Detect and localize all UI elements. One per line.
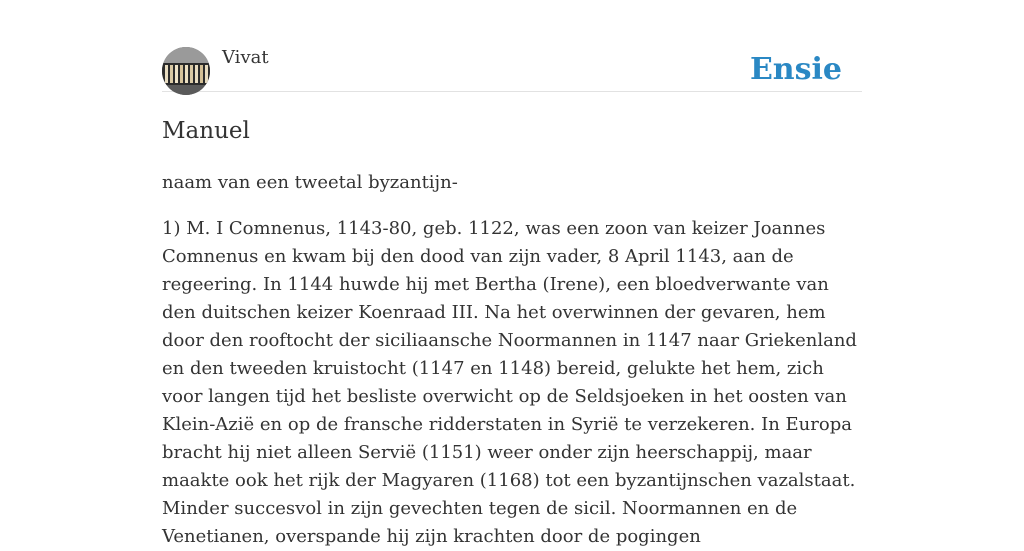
article-page	[162, 0, 862, 547]
book-spines-icon	[162, 47, 210, 95]
article-intro: naam van een tweetal byzantijn-	[162, 172, 458, 193]
article-body: 1) M. I Comnenus, 1143-80, geb. 1122, was een zoon van keizer Joannes Comnenus en kwam bij den dood van zijn vader, 8 April 1143, aan de regeering. In 1144 huwde hij met Bertha (Irene), een bloedverwante van den duitschen keizer Koenraad III. Na het overwinnen der gevaren, hem door den rooftocht der siciliaansche Noormannen in 1147 naar Griekenland en den tweeden kruistocht (1147 en 1148) bereid, gelukte het hem, zich voor langen tijd het besliste overwicht op de Seldsjoeken in het oosten van Klein-Azië en op de fransche ridderstaten in Syrië te verzekeren. In Europa bracht hij niet alleen Servië (1151) weer onder zijn heerschappij, maar maakte ook het rijk der Magyaren (1168) tot een byzantijnschen vazalstaat. Minder succesvol in zijn gevechten tegen de sicil. Noormannen en de Venetianen, overspande hij zijn krachten door de pogingen	[162, 218, 857, 547]
source-avatar[interactable]	[162, 47, 210, 95]
article-title: Manuel	[162, 118, 250, 144]
brand-logo[interactable]: Ensie	[749, 52, 842, 87]
source-name[interactable]: Vivat	[222, 47, 269, 68]
article-header	[162, 0, 862, 92]
